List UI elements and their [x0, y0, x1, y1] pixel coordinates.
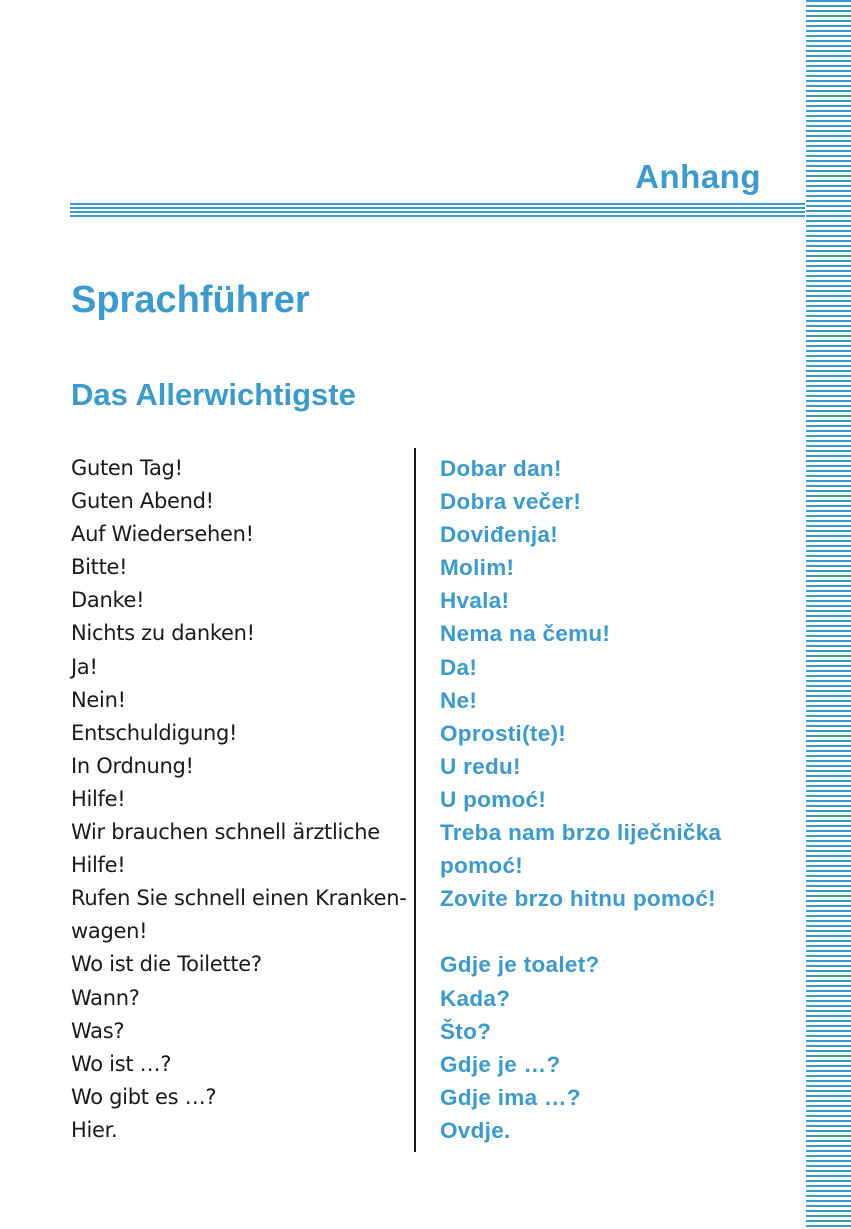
phrase-row	[71, 452, 771, 485]
phrase-row	[71, 1114, 771, 1147]
phrase-row	[71, 485, 771, 518]
croatian-phrase: Zovite brzo hitnu pomoć!	[440, 886, 716, 912]
section-subtitle: Das Allerwichtigste	[71, 377, 356, 412]
german-phrase: Wo ist …?	[71, 1051, 172, 1076]
phrase-row	[71, 651, 771, 684]
phrase-row	[71, 849, 771, 882]
phrase-row	[71, 617, 771, 650]
croatian-phrase: Oprosti(te)!	[440, 720, 567, 746]
phrase-row	[71, 982, 771, 1015]
croatian-phrase: Da!	[440, 654, 478, 680]
phrase-row	[71, 750, 771, 783]
phrase-row	[71, 816, 771, 849]
phrase-row	[71, 684, 771, 717]
german-phrase: Wann?	[71, 985, 140, 1010]
phrase-row	[71, 915, 771, 948]
croatian-phrase: Hvala!	[440, 588, 510, 614]
croatian-phrase: Treba nam brzo liječnička	[440, 820, 722, 846]
croatian-phrase: Gdje je toalet?	[440, 952, 600, 978]
croatian-phrase: Ne!	[440, 687, 478, 713]
german-phrase: In Ordnung!	[71, 753, 194, 778]
phrase-list	[71, 452, 771, 1147]
croatian-phrase: U redu!	[440, 753, 521, 779]
german-phrase: Nichts zu danken!	[71, 621, 255, 646]
german-phrase: Guten Tag!	[71, 456, 183, 480]
german-phrase: Guten Abend!	[71, 489, 214, 514]
phrase-row	[71, 783, 771, 816]
phrase-row	[71, 518, 771, 551]
german-phrase: Wo gibt es …?	[71, 1084, 217, 1109]
croatian-phrase: Dobra večer!	[440, 489, 582, 515]
german-phrase: Danke!	[71, 588, 145, 613]
german-phrase: Hilfe!	[71, 786, 126, 811]
page-title: Sprachführer	[71, 279, 310, 321]
phrase-row	[71, 1015, 771, 1048]
german-phrase: Bitte!	[71, 555, 128, 580]
german-phrase: Wir brauchen schnell ärztliche	[71, 820, 380, 845]
german-phrase: Hilfe!	[71, 853, 126, 878]
header-rule	[70, 203, 805, 217]
german-phrase: Wo ist die Toilette?	[71, 952, 262, 977]
croatian-phrase: Nema na čemu!	[440, 621, 611, 647]
croatian-phrase: Dobar dan!	[440, 456, 562, 481]
croatian-phrase: Što?	[440, 1018, 492, 1044]
phrase-row	[71, 717, 771, 750]
german-phrase: Hier.	[71, 1117, 118, 1142]
german-phrase: Entschuldigung!	[71, 720, 238, 745]
phrase-row	[71, 584, 771, 617]
croatian-phrase: Gdje ima …?	[440, 1084, 581, 1110]
phrase-row	[71, 948, 771, 981]
phrase-row	[71, 551, 771, 584]
german-phrase: Rufen Sie schnell einen Kranken-	[71, 886, 407, 911]
croatian-phrase: Ovdje.	[440, 1117, 511, 1143]
section-header: Anhang	[635, 158, 761, 195]
german-phrase: Nein!	[71, 687, 126, 712]
german-phrase: Was?	[71, 1018, 125, 1043]
croatian-phrase: Doviđenja!	[440, 522, 559, 548]
croatian-phrase: pomoć!	[440, 853, 524, 879]
german-phrase: Ja!	[71, 654, 98, 679]
phrase-row	[71, 1081, 771, 1114]
phrase-row	[71, 1048, 771, 1081]
croatian-phrase: Molim!	[440, 555, 515, 581]
croatian-phrase: U pomoć!	[440, 786, 547, 812]
croatian-phrase: Kada?	[440, 985, 511, 1011]
edge-stripes	[806, 0, 851, 1229]
croatian-phrase: Gdje je …?	[440, 1051, 561, 1077]
german-phrase: Auf Wiedersehen!	[71, 522, 254, 547]
german-phrase: wagen!	[71, 919, 148, 944]
phrase-row	[71, 882, 771, 915]
